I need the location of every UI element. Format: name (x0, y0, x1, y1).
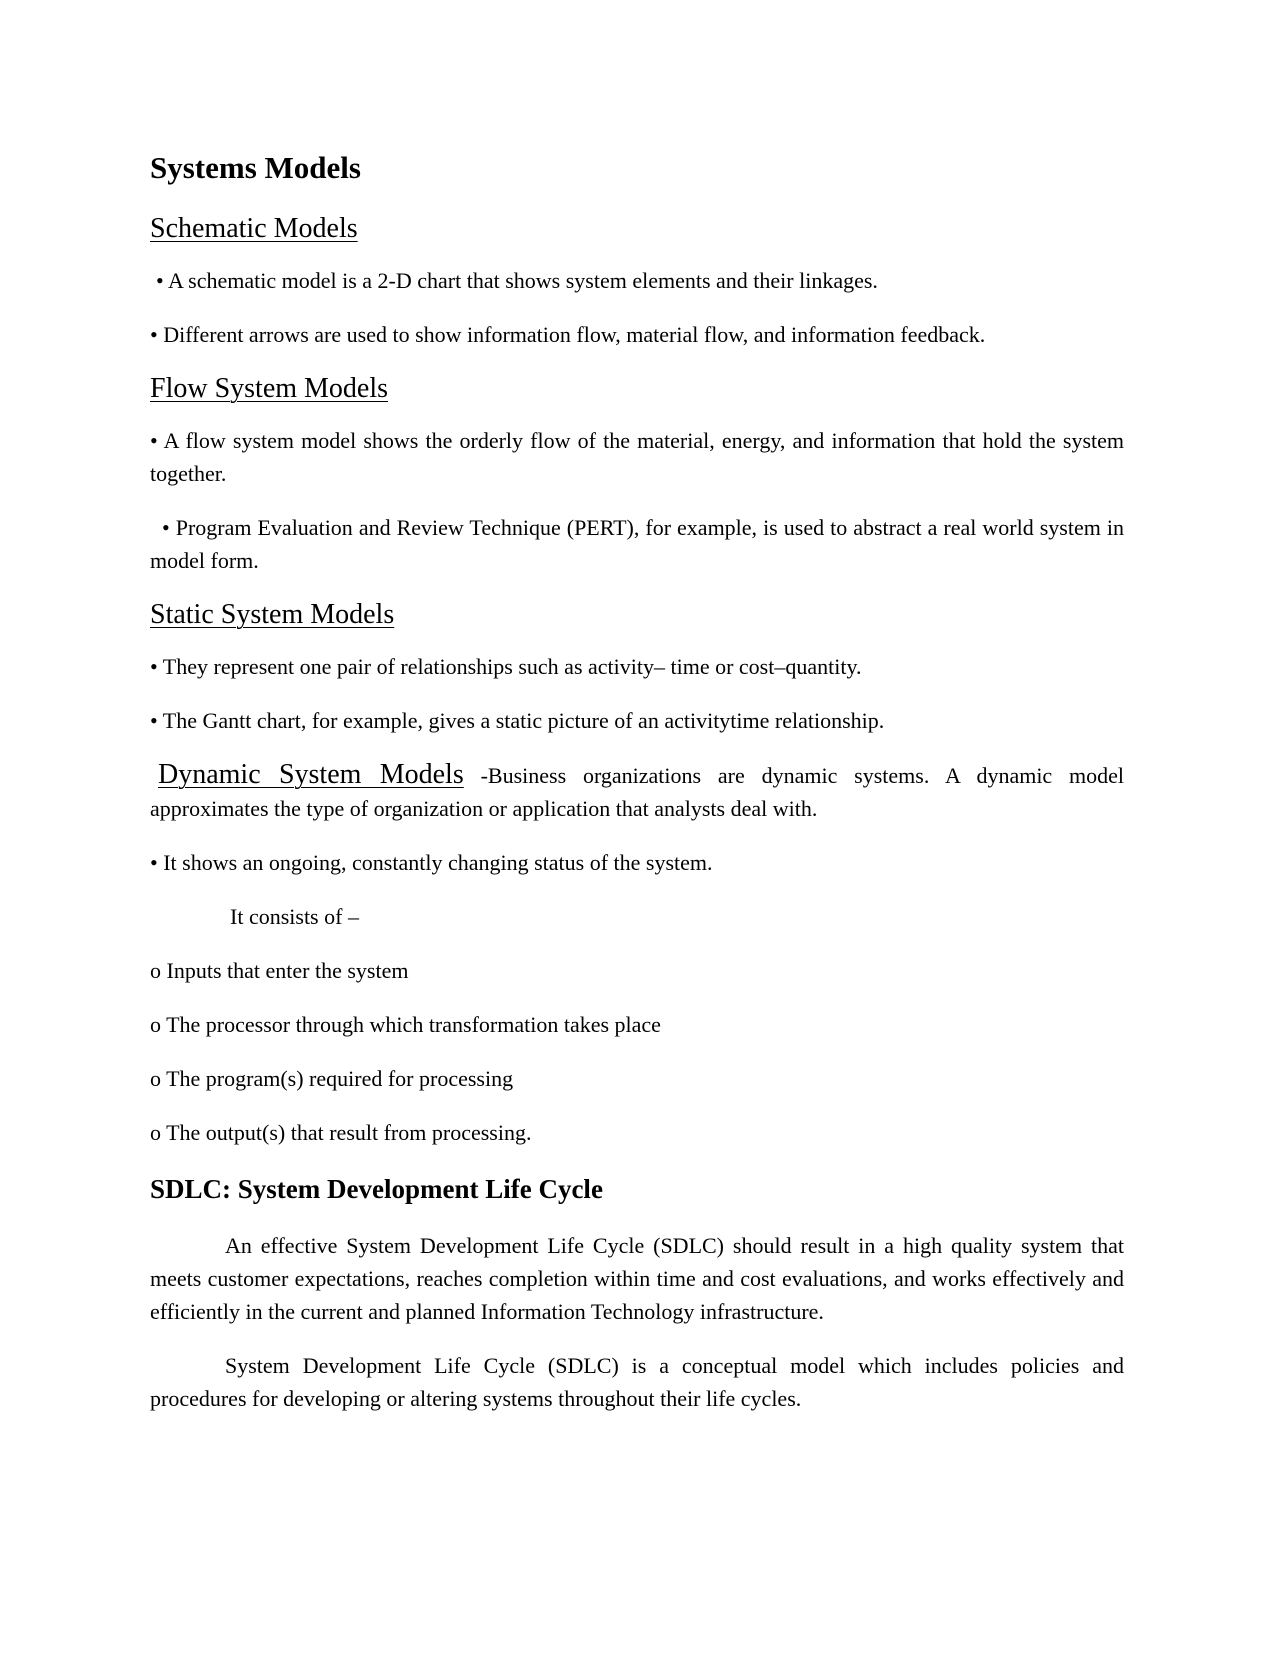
schematic-bullet-2: • Different arrows are used to show information flow, material flow, and information feedback. (150, 322, 986, 347)
consists-of-label: It consists of – (230, 904, 359, 929)
dynamic-system-models-paragraph (150, 758, 1124, 825)
sdlc-paragraph-1: An effective System Development Life Cycle (SDLC) should result in a high quality system that meets customer expectations, reaches completion within time and cost evaluations, and works effectively and efficiently in the current and planned Information Technology infrastructure. (150, 1233, 1124, 1324)
list-item: o The output(s) that result from processing. (150, 1120, 532, 1145)
schematic-bullet-1: • A schematic model is a 2-D chart that shows system elements and their linkages. (156, 268, 878, 293)
dynamic-system-models-heading: Dynamic System Models (158, 759, 464, 790)
document-body (150, 150, 1124, 1436)
flow-bullet-1: • A flow system model shows the orderly flow of the material, energy, and information that hold the system together. (150, 428, 1124, 486)
schematic-models-heading: Schematic Models (150, 213, 358, 244)
list-item: o The processor through which transformation takes place (150, 1012, 661, 1037)
list-item: o Inputs that enter the system (150, 958, 409, 983)
static-bullet-2: • The Gantt chart, for example, gives a static picture of an activitytime relationship. (150, 708, 885, 733)
dynamic-bullet: • It shows an ongoing, constantly changing status of the system. (150, 850, 713, 875)
sdlc-heading: SDLC: System Development Life Cycle (150, 1174, 603, 1204)
list-item: o The program(s) required for processing (150, 1066, 514, 1091)
static-bullet-1: • They represent one pair of relationships such as activity– time or cost–quantity. (150, 654, 862, 679)
flow-bullet-2: • Program Evaluation and Review Technique (PERT), for example, is used to abstract a real world system in model form. (150, 515, 1124, 573)
flow-system-models-heading: Flow System Models (150, 373, 389, 404)
sdlc-paragraph-2: System Development Life Cycle (SDLC) is a conceptual model which includes policies and procedures for developing or altering systems throughout their life cycles. (150, 1353, 1124, 1411)
page-title: Systems Models (150, 150, 361, 185)
static-system-models-heading: Static System Models (150, 599, 395, 630)
dynamic-intro-text: -Business organizations are dynamic systems. A dynamic model approximates the type of organization or application that analysts deal with. (150, 763, 1125, 821)
